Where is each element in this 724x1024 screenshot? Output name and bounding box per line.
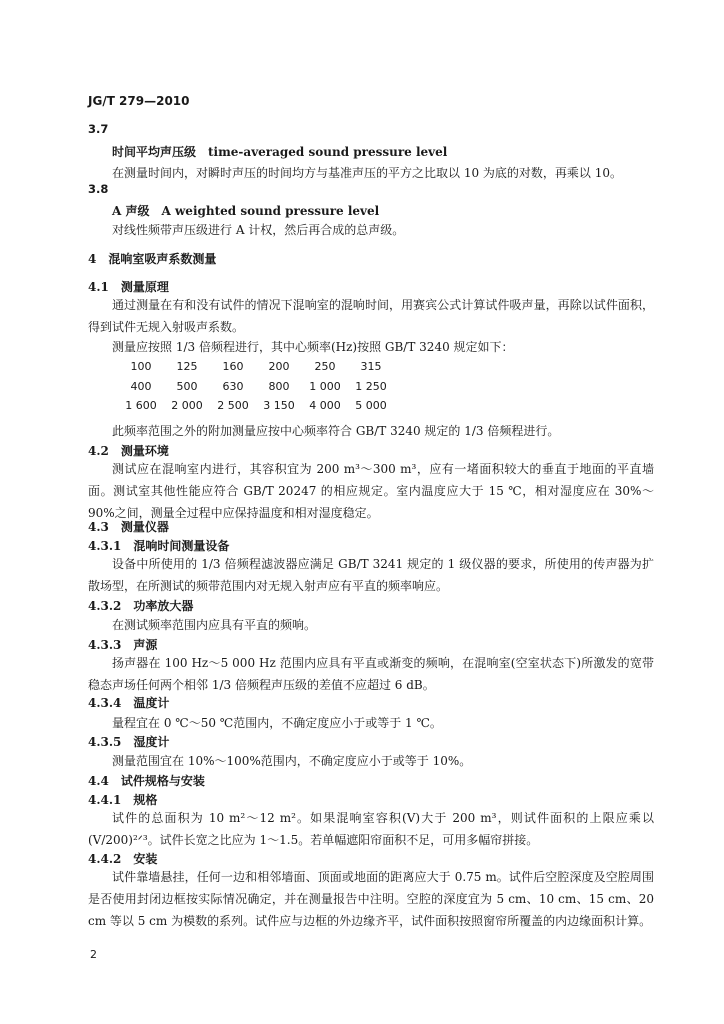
clause-4-2-heading: 4.2 测量环境 [88,444,169,458]
clause-4-2-paragraph: 测试应在混响室内进行，其容积宜为 200 m³～300 m³，应有一堵面积较大的垂直于地面的平直墙面。测试室其他性能应符合 GB/T 20247 的相应规定。室内温度应大于 15 ℃，相对湿度应在 30%～90%之间，测量全过程中应保持温度和相对湿度稳定。 [88,462,654,520]
clause-4-1-heading: 4.1 测量原理 [88,280,169,294]
frequency-value: 1 250 [355,380,387,393]
clause-4-3-1-heading: 4.3.1 混响时间测量设备 [88,539,230,553]
clause-4-4-2-heading: 4.4.2 安装 [88,852,158,866]
frequency-value: 2 500 [217,399,249,412]
frequency-value: 315 [360,360,382,373]
clause-3-7-term: 时间平均声压级 time-averaged sound pressure level [112,145,448,159]
section-4-heading: 4 混响室吸声系数测量 [88,252,217,266]
frequency-row-3 [118,399,394,412]
frequency-value: 1 600 [125,399,157,412]
clause-4-1-paragraph-2: 测量应按照 1/3 倍频程进行，其中心频率(Hz)按照 GB/T 3240 规定如下： [112,340,514,354]
clause-4-3-heading: 4.3 测量仪器 [88,520,169,534]
clause-3-8-definition: 对线性频带声压级进行 A 计权，然后再合成的总声级。 [112,223,405,237]
frequency-value: 200 [268,360,290,373]
clause-4-4-1-heading: 4.4.1 规格 [88,793,158,807]
clause-4-4-2-paragraph: 试件靠墙悬挂，任何一边和相邻墙面、顶面或地面的距离应大于 0.75 m。试件后空腔深度及空腔周围是否使用封闭边框按实际情况确定，并在测量报告中注明。空腔的深度宜为 5 cm、10 cm、15 cm、20 cm 等以 5 cm 为模数的系列。试件应与边框的外边缘齐平，试件面积按照窗帘所覆盖的内边缘面积计算。 [88,870,654,928]
frequency-row-2 [118,380,394,393]
clause-4-4-heading: 4.4 试件规格与安装 [88,774,205,788]
clause-4-1-paragraph-3: 此频率范围之外的附加测量应按中心频率符合 GB/T 3240 规定的 1/3 倍频程进行。 [112,424,560,438]
frequency-row-1 [118,360,394,373]
clause-4-1-paragraph-1: 通过测量在有和没有试件的情况下混响室的混响时间，用赛宾公式计算试件吸声量，再除以试件面积，得到试件无规入射吸声系数。 [88,298,654,334]
frequency-value: 250 [314,360,336,373]
clause-4-3-5-paragraph: 测量范围宜在 10%～100%范围内，不确定度应小于或等于 10%。 [112,754,472,768]
clause-4-3-2-paragraph: 在测试频率范围内应具有平直的频响。 [112,618,317,632]
clause-4-3-2-heading: 4.3.2 功率放大器 [88,599,194,613]
frequency-value: 400 [130,380,152,393]
frequency-value: 2 000 [171,399,203,412]
frequency-value: 3 150 [263,399,295,412]
clause-3-8-term: A 声级 A weighted sound pressure level [112,204,380,218]
frequency-value: 630 [222,380,244,393]
clause-4-3-4-heading: 4.3.4 温度计 [88,696,170,710]
clause-3-7-number: 3.7 [88,122,109,136]
clause-3-7-definition: 在测量时间内，对瞬时声压的时间均方与基准声压的平方之比取以 10 为底的对数，再乘以 10。 [112,166,622,180]
clause-3-8-number: 3.8 [88,182,109,196]
clause-4-3-1-paragraph: 设备中所使用的 1/3 倍频程滤波器应满足 GB/T 3241 规定的 1 级仪器的要求，所使用的传声器为扩散场型，在所测试的频带范围内对无规入射声应有平直的频率响应。 [88,557,654,593]
frequency-value: 125 [176,360,198,373]
frequency-value: 4 000 [309,399,341,412]
clause-4-3-4-paragraph: 量程宜在 0 ℃～50 ℃范围内，不确定度应小于或等于 1 ℃。 [112,716,442,730]
clause-4-3-3-paragraph: 扬声器在 100 Hz～5 000 Hz 范围内应具有平直或渐变的频响，在混响室(空室状态下)所激发的宽带稳态声场任何两个相邻 1/3 倍频程声压级的差值不应超过 6 dB。 [88,656,654,692]
page-number: 2 [90,948,97,961]
clause-4-3-3-heading: 4.3.3 声源 [88,638,158,652]
clause-4-4-1-paragraph: 试件的总面积为 10 m²～12 m²。如果混响室容积(V)大于 200 m³，则试件面积的上限应乘以(V/200)²ᐟ³。试件长宽之比应为 1～1.5。若单幅遮阳帘面积不足，可用多幅帘拼接。 [88,811,654,847]
frequency-value: 1 000 [309,380,341,393]
clause-4-3-5-heading: 4.3.5 湿度计 [88,735,170,749]
frequency-value: 160 [222,360,244,373]
frequency-value: 5 000 [355,399,387,412]
standard-code-header: JG/T 279—2010 [88,94,190,108]
frequency-value: 800 [268,380,290,393]
frequency-value: 100 [130,360,152,373]
frequency-value: 500 [176,380,198,393]
